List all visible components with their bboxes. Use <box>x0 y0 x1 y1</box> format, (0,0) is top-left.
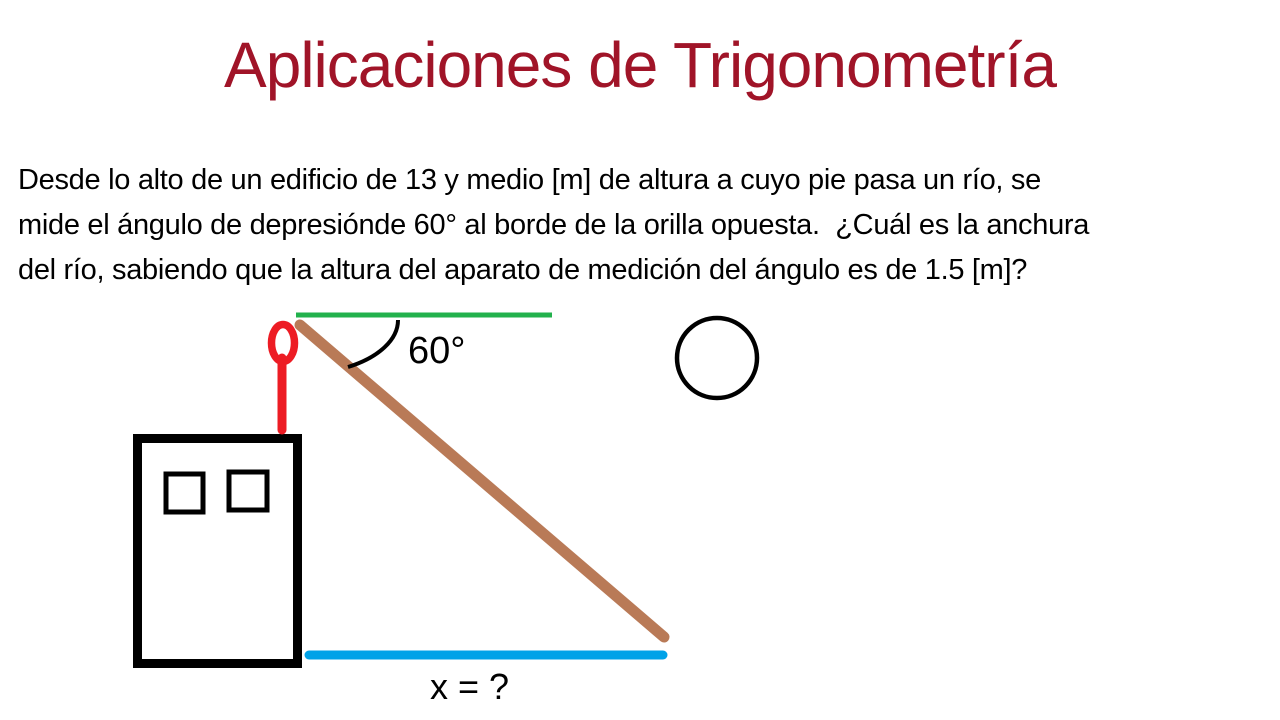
building <box>138 439 298 664</box>
circle-shape <box>677 318 757 398</box>
problem-line: del río, sabiendo que la altura del aparato de medición del ángulo es de 1.5 [m]? <box>18 254 1028 286</box>
page-title: Aplicaciones de Trigonometría <box>224 29 1056 101</box>
angle-label: 60° <box>408 330 466 372</box>
problem-line: mide el ángulo de depresiónde 60° al borde de la orilla opuesta. ¿Cuál es la anchura <box>18 209 1090 241</box>
line-of-sight <box>300 325 664 637</box>
angle-arc <box>348 320 398 367</box>
river-width-label: x = ? <box>430 666 510 707</box>
problem-line: Desde lo alto de un edificio de 13 y medio [m] de altura a cuyo pie pasa un río, se <box>18 164 1041 196</box>
